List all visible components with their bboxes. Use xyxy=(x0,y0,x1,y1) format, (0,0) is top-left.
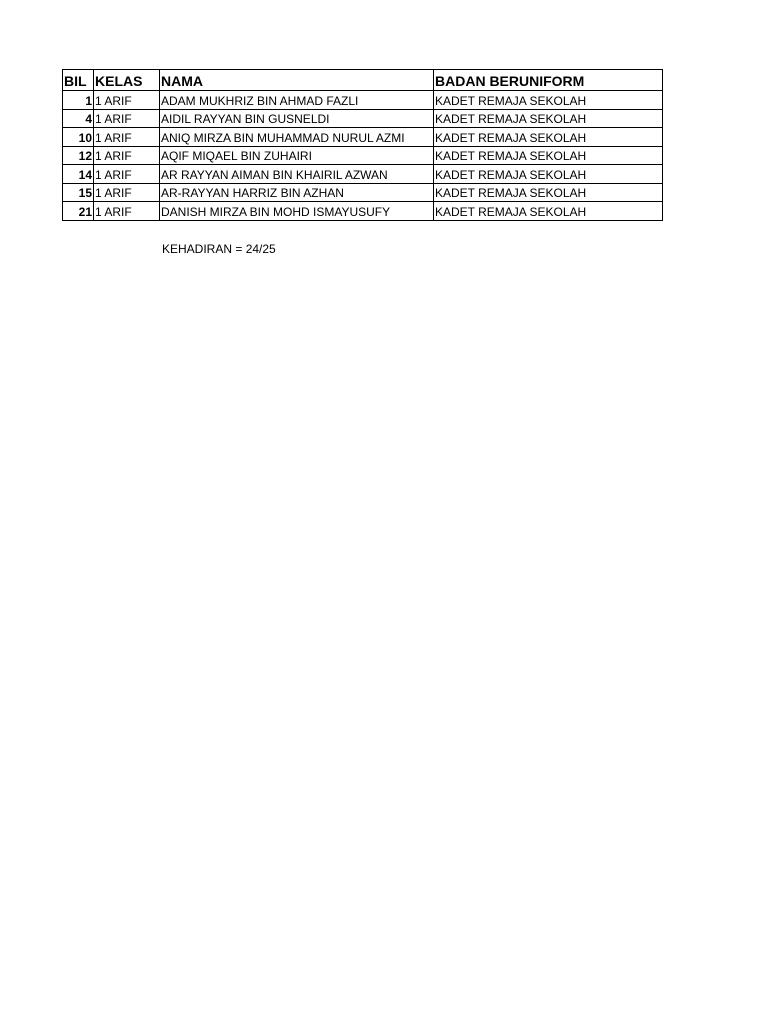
table-header-row xyxy=(63,70,663,91)
cell-bil: 15 xyxy=(63,183,94,202)
cell-kelas: 1 ARIF xyxy=(94,91,160,110)
cell-bil: 1 xyxy=(63,91,94,110)
cell-kelas: 1 ARIF xyxy=(94,183,160,202)
cell-bil: 21 xyxy=(63,202,94,221)
cell-nama: ADAM MUKHRIZ BIN AHMAD FAZLI xyxy=(160,91,434,110)
cell-badan: KADET REMAJA SEKOLAH xyxy=(434,109,663,128)
cell-kelas: 1 ARIF xyxy=(94,109,160,128)
cell-badan: KADET REMAJA SEKOLAH xyxy=(434,165,663,184)
header-kelas: KELAS xyxy=(94,70,160,91)
header-bil: BIL xyxy=(63,70,94,91)
cell-kelas: 1 ARIF xyxy=(94,146,160,165)
cell-kelas: 1 ARIF xyxy=(94,165,160,184)
cell-badan: KADET REMAJA SEKOLAH xyxy=(434,128,663,147)
table-row xyxy=(63,202,663,221)
cell-badan: KADET REMAJA SEKOLAH xyxy=(434,91,663,110)
table-row xyxy=(63,183,663,202)
attendance-table xyxy=(62,69,663,221)
header-nama: NAMA xyxy=(160,70,434,91)
table-row xyxy=(63,146,663,165)
cell-kelas: 1 ARIF xyxy=(94,202,160,221)
attendance-summary: KEHADIRAN = 24/25 xyxy=(162,242,276,256)
cell-nama: DANISH MIRZA BIN MOHD ISMAYUSUFY xyxy=(160,202,434,221)
cell-bil: 4 xyxy=(63,109,94,128)
header-badan-beruniform: BADAN BERUNIFORM xyxy=(434,70,663,91)
cell-badan: KADET REMAJA SEKOLAH xyxy=(434,183,663,202)
table-row xyxy=(63,91,663,110)
table-row xyxy=(63,109,663,128)
table-row xyxy=(63,128,663,147)
cell-bil: 10 xyxy=(63,128,94,147)
cell-nama: AR-RAYYAN HARRIZ BIN AZHAN xyxy=(160,183,434,202)
cell-nama: ANIQ MIRZA BIN MUHAMMAD NURUL AZMI xyxy=(160,128,434,147)
cell-badan: KADET REMAJA SEKOLAH xyxy=(434,146,663,165)
cell-nama: AQIF MIQAEL BIN ZUHAIRI xyxy=(160,146,434,165)
cell-nama: AIDIL RAYYAN BIN GUSNELDI xyxy=(160,109,434,128)
table-row xyxy=(63,165,663,184)
cell-bil: 14 xyxy=(63,165,94,184)
cell-nama: AR RAYYAN AIMAN BIN KHAIRIL AZWAN xyxy=(160,165,434,184)
cell-kelas: 1 ARIF xyxy=(94,128,160,147)
cell-bil: 12 xyxy=(63,146,94,165)
cell-badan: KADET REMAJA SEKOLAH xyxy=(434,202,663,221)
